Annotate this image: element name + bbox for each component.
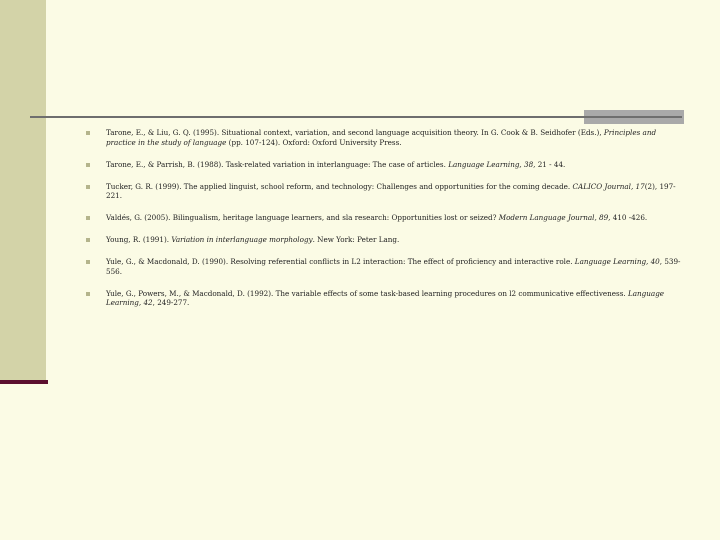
reference-details: . New York: Peter Lang. <box>312 235 400 245</box>
reference-text: Tucker, G. R. (1999). The applied linguist, school reform, and technology: Challenges and opportunities for the coming decade. <box>106 181 573 191</box>
bullet-icon <box>86 216 90 220</box>
reference-details: (2), 197-221. <box>106 181 676 201</box>
bullet-icon <box>86 163 90 167</box>
reference-details: , 539-556. <box>106 257 681 276</box>
reference-source: CALICO Journal, 17 <box>572 181 645 191</box>
reference-details: , 21 - 44. <box>533 159 566 169</box>
reference-item <box>86 213 686 223</box>
reference-details: , 249-277. <box>152 298 190 308</box>
reference-source: Variation in interlanguage morphology <box>171 235 313 245</box>
reference-source: Language Learning, 40 <box>574 257 660 267</box>
reference-text: Yule, G., & Macdonald, D. (1990). Resolving referential conflicts in L2 interaction: The effect of proficiency and interactive role. <box>106 257 575 267</box>
bullet-icon <box>86 238 90 242</box>
bullet-icon <box>86 185 90 189</box>
reference-item <box>86 257 686 276</box>
reference-details: , 410 -426. <box>608 213 648 223</box>
reference-source: Language Learning, 42 <box>106 288 665 308</box>
header-rule <box>30 116 682 118</box>
reference-text: Tarone, E., & Liu, G. Q. (1995). Situational context, variation, and second language acquisition theory. In G. Cook & B. Seidhofer (Eds.), <box>106 128 604 137</box>
reference-text: Young, R. (1991). <box>106 235 172 245</box>
reference-item <box>86 235 686 245</box>
reference-text: Tarone, E., & Parrish, B. (1988). Task-related variation in interlanguage: The case of articles. <box>106 159 449 169</box>
reference-text: Valdés, G. (2005). Bilingualism, heritage language learners, and sla research: Opportunities lost or seized? <box>106 213 499 223</box>
reference-item <box>86 128 686 147</box>
bullet-icon <box>86 292 90 296</box>
reference-source: Language Learning, 38 <box>448 159 534 169</box>
reference-item <box>86 289 686 308</box>
bullet-icon <box>86 260 90 264</box>
reference-item <box>86 182 686 201</box>
reference-source: Principles and practice in the study of language <box>106 128 657 147</box>
bullet-icon <box>86 131 90 135</box>
reference-details: (pp. 107-124). Oxford: Oxford University Press. <box>226 137 402 147</box>
left-band-accent <box>0 380 48 384</box>
reference-list <box>86 128 686 308</box>
left-decorative-band <box>0 0 46 382</box>
reference-item <box>86 160 686 170</box>
reference-source: Modern Language Journal, 89 <box>498 213 609 223</box>
reference-text: Yule, G., Powers, M., & Macdonald, D. (1992). The variable effects of some task-based learning procedures on l2 communicative effectiveness. <box>106 288 628 298</box>
